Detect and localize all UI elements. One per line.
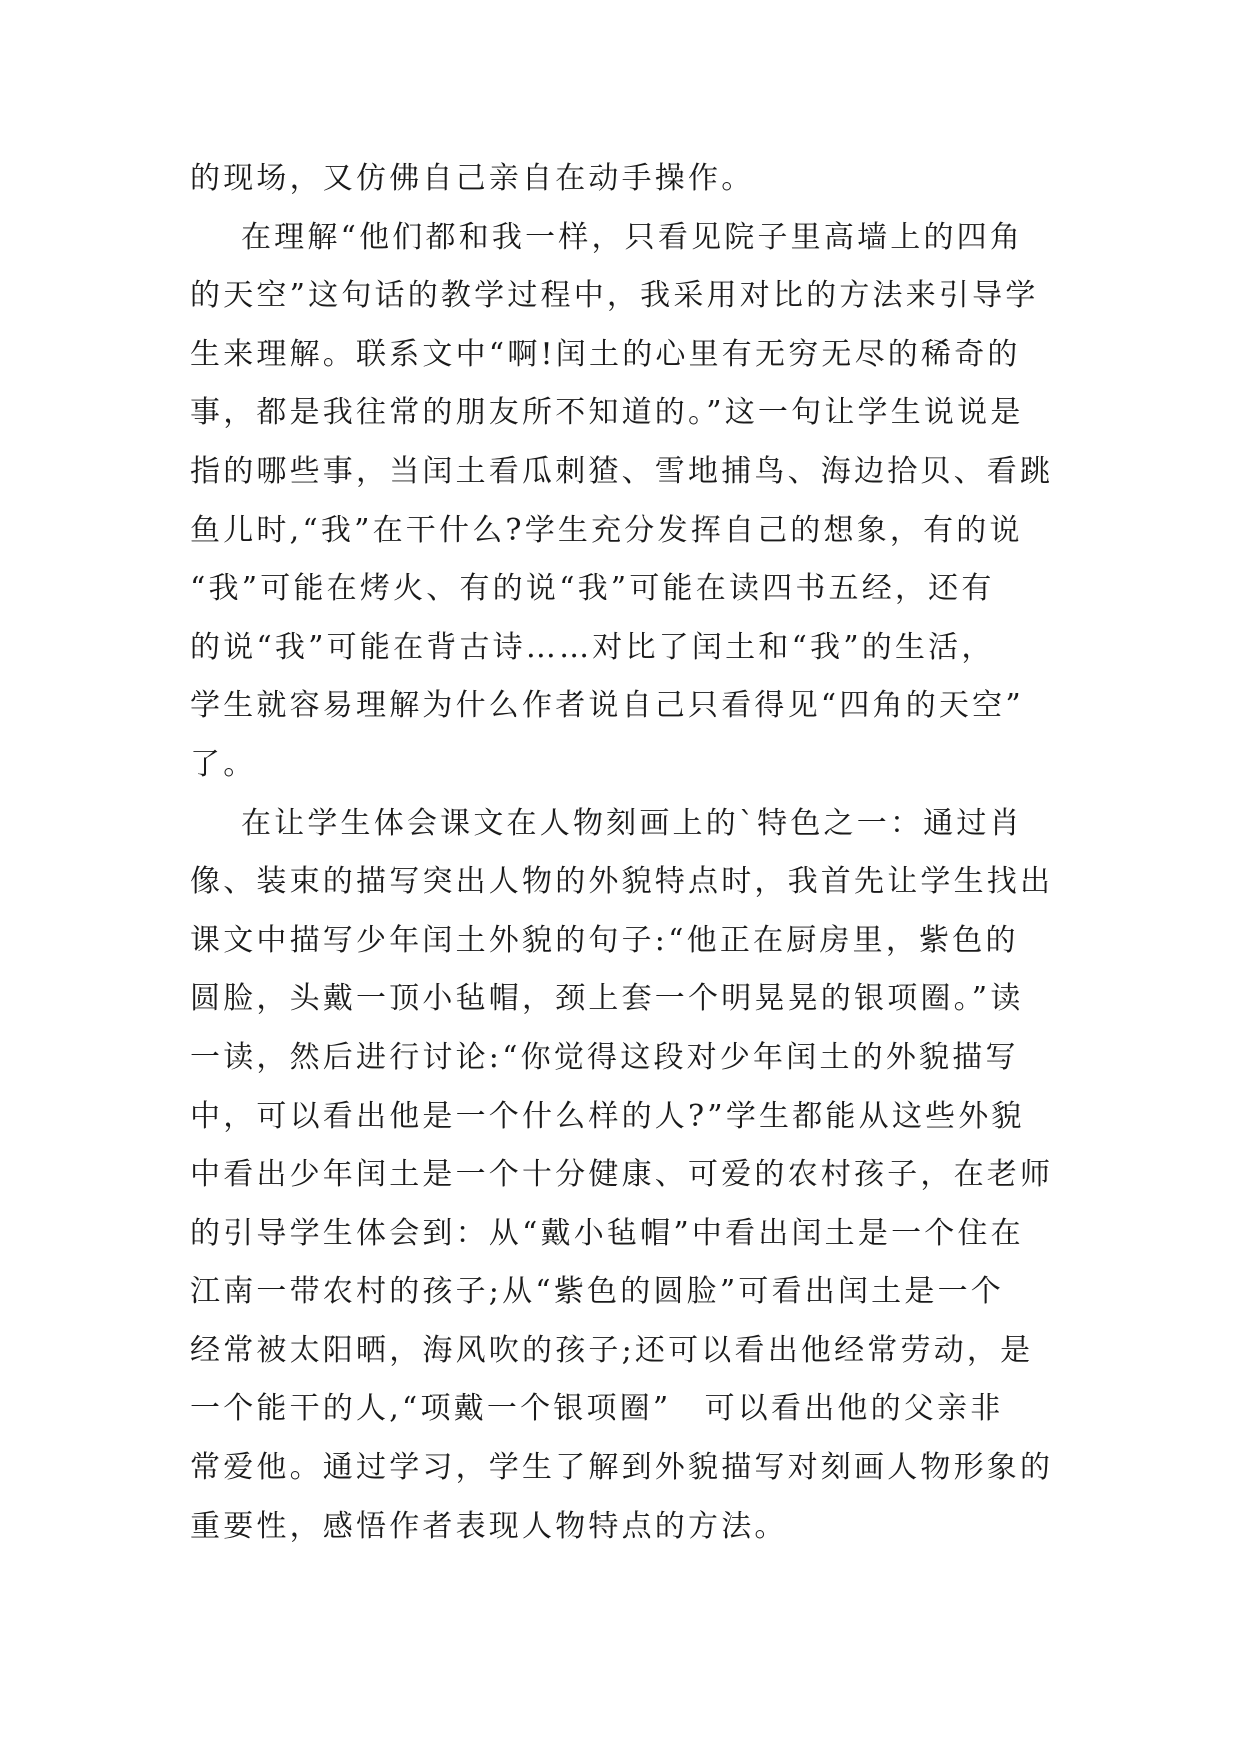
text-line-9: 的说“我”可能在背古诗……对比了闰土和“我”的生活， — [190, 629, 995, 665]
text-line-22: 一个能干的人,“项戴一个银项圈” 可以看出他的父亲非 — [190, 1391, 1004, 1427]
text-line-21: 经常被太阳晒，海风吹的孩子;还可以看出他经常劳动，是 — [190, 1332, 1034, 1368]
text-line-8: “我”可能在烤火、有的说“我”可能在读四书五经，还有 — [190, 571, 995, 607]
text-line-11: 了。 — [190, 746, 257, 782]
text-line-23: 常爱他。通过学习，学生了解到外貌描写对刻画人物形象的 — [190, 1450, 1054, 1486]
text-line-15: 圆脸，头戴一顶小毡帽，颈上套一个明晃晃的银项圈。”读 — [190, 981, 1024, 1017]
text-line-7: 鱼儿时,“我”在干什么?学生充分发挥自己的想象，有的说 — [190, 512, 1023, 548]
text-line-16: 一读，然后进行讨论:“你觉得这段对少年闰土的外貌描写 — [190, 1039, 1019, 1075]
text-line-5: 事，都是我往常的朋友所不知道的。”这一句让学生说说是 — [190, 395, 1024, 431]
document-body — [190, 150, 1052, 1556]
text-line-14: 课文中描写少年闰土外貌的句子:“他正在厨房里，紫色的 — [190, 922, 1019, 958]
text-line-20: 江南一带农村的孩子;从“紫色的圆脸”可看出闰土是一个 — [190, 1274, 1004, 1310]
text-line-18: 中看出少年闰土是一个十分健康、可爱的农村孩子，在老师 — [190, 1157, 1054, 1193]
text-line-6: 指的哪些事，当闰土看瓜刺猹、雪地捕鸟、海边拾贝、看跳 — [190, 453, 1054, 489]
text-line-24: 重要性，感悟作者表现人物特点的方法。 — [190, 1508, 788, 1544]
text-line-17: 中，可以看出他是一个什么样的人?”学生都能从这些外貌 — [190, 1098, 1025, 1134]
text-line-1: 的现场，又仿佛自己亲自在动手操作。 — [190, 161, 755, 196]
text-line-10: 学生就容易理解为什么作者说自己只看得见“四角的天空” — [190, 688, 1024, 724]
text-line-12: 在让学生体会课文在人物刻画上的`特色之一：通过肖 — [190, 805, 1023, 841]
text-line-3: 的天空”这句话的教学过程中，我采用对比的方法来引导学 — [190, 278, 1039, 314]
text-line-4: 生来理解。联系文中“啊!闰土的心里有无穷无尽的稀奇的 — [190, 336, 1021, 372]
text-line-2: 在理解“他们都和我一样，只看见院子里高墙上的四角 — [190, 219, 1024, 255]
text-line-19: 的引导学生体会到：从“戴小毡帽”中看出闰土是一个住在 — [190, 1215, 1024, 1251]
text-line-13: 像、装束的描写突出人物的外貌特点时，我首先让学生找出 — [190, 864, 1054, 900]
